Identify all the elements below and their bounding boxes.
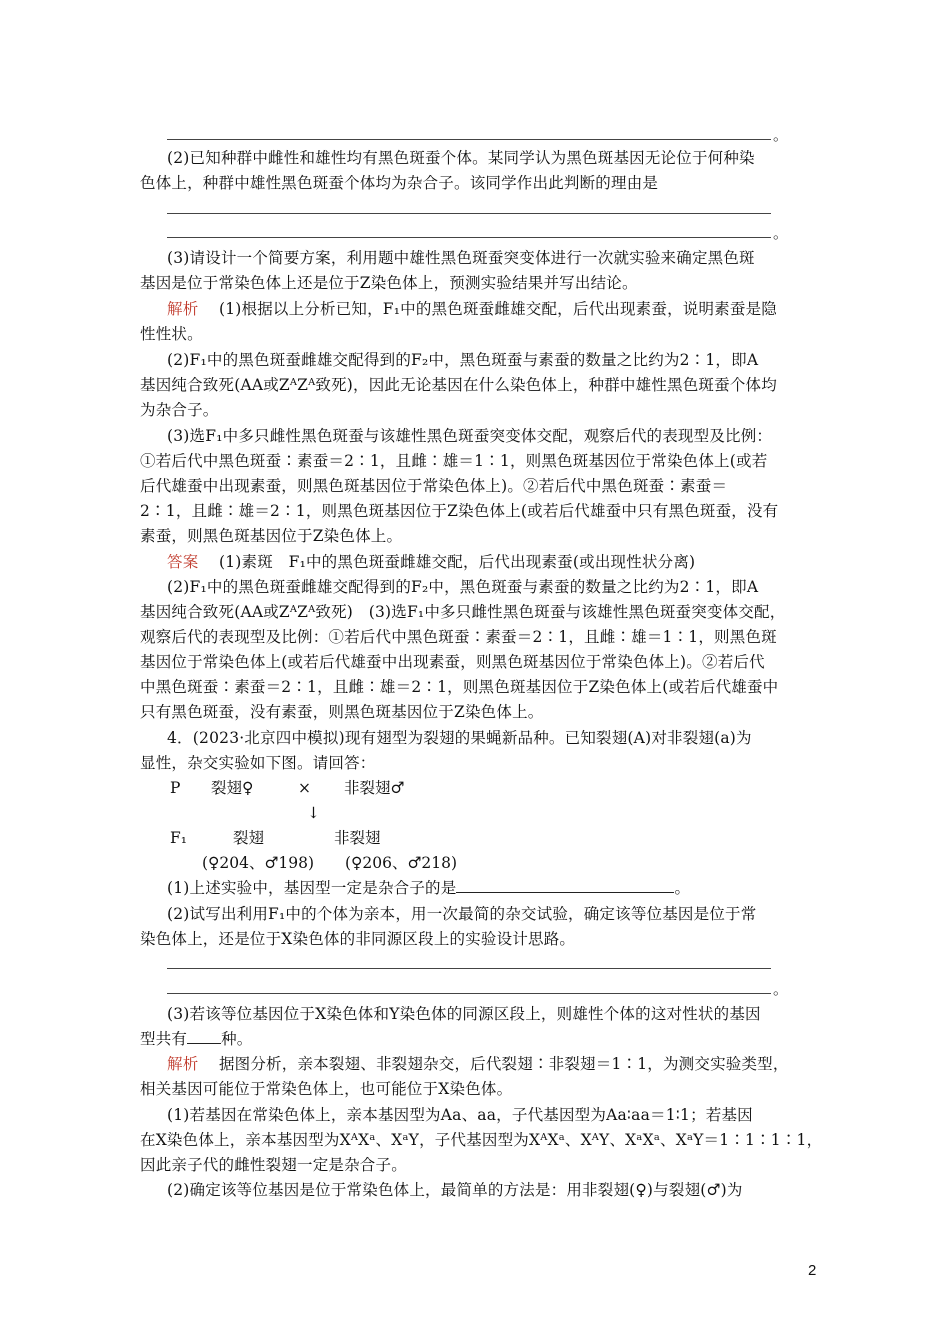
question-text-end: 种。 — [221, 1030, 253, 1048]
arrow-down-icon: ↓ — [307, 804, 320, 822]
text-line: (2)确定该等位基因是位于常染色体上，最简单的方法是：用非裂翅(♀)与裂翅(♂)为 — [167, 1181, 743, 1199]
answer-tag: 答案 — [167, 553, 199, 571]
answer-line — [167, 139, 771, 140]
text-line: 显性，杂交实验如下图。请回答： — [140, 754, 376, 772]
text-line: 观察后代的表现型及比例：①若后代中黑色斑蚕∶素蚕＝2∶1，且雌∶雄＝1∶1，则黑色斑 — [140, 628, 777, 646]
text-line: 素蚕，则黑色斑基因位于Z染色体上。 — [140, 527, 403, 545]
text-line: 基因纯合致死(AA或ZᴬZᴬ致死)，因此无论基因在什么染色体上，种群中雄性黑色斑蚕个体均 — [140, 376, 777, 394]
text-line: (2)试写出利用F₁中的个体为亲本，用一次最简的杂交试验，确定该等位基因是位于常 — [167, 905, 757, 923]
f1-left: 裂翅 — [233, 829, 265, 847]
analysis-tag: 解析 — [167, 300, 199, 318]
f1-right: 非裂翅 — [334, 829, 381, 847]
text-line: ①若后代中黑色斑蚕∶素蚕＝2∶1，且雌∶雄＝1∶1，则黑色斑基因位于常染色体上(或若 — [140, 452, 768, 470]
text-line: (3)请设计一个简要方案，利用题中雄性黑色斑蚕突变体进行一次就实验来确定黑色斑 — [167, 249, 755, 267]
text-line: 基因是位于常染色体上还是位于Z染色体上，预测实验结果并写出结论。 — [140, 274, 638, 292]
text-line: (2)F₁中的黑色斑蚕雌雄交配得到的F₂中，黑色斑蚕与素蚕的数量之比约为2∶1，即A — [167, 351, 759, 369]
text-line: (1)若基因在常染色体上，亲本基因型为Aa、aa，子代基因型为Aa∶aa＝1∶1；若基因 — [167, 1106, 753, 1124]
f1-label: F₁ — [170, 829, 187, 847]
text-line: 只有黑色斑蚕，没有素蚕，则黑色斑基因位于Z染色体上。 — [140, 703, 544, 721]
text-line: 为杂合子。 — [140, 401, 219, 419]
text-line: (3)选F₁中多只雌性黑色斑蚕与该雄性黑色斑蚕突变体交配，观察后代的表现型及比例： — [167, 427, 773, 445]
text-line: 因此亲子代的雌性裂翅一定是杂合子。 — [140, 1156, 407, 1174]
text-line: 性性状。 — [140, 325, 203, 343]
cross-symbol: × — [298, 779, 311, 797]
text-line: 2∶1，且雌∶雄＝2∶1，则黑色斑基因位于Z染色体上(或若后代雄蚕中只有黑色斑蚕，没有 — [140, 502, 779, 520]
question-line: 4．(2023·北京四中模拟)现有翅型为裂翅的果蝇新品种。已知裂翅(A)对非裂翅(a)为 — [167, 729, 752, 747]
text-line: 相关基因可能位于常染色体上，也可能位于X染色体。 — [140, 1080, 513, 1098]
text-line: (2)F₁中的黑色斑蚕雌雄交配得到的F₂中，黑色斑蚕与素蚕的数量之比约为2∶1，即A — [167, 578, 759, 596]
answer-line — [167, 237, 771, 238]
text-line: 基因位于常染色体上(或若后代雄蚕中出现素蚕，则黑色斑基因位于常染色体上)。②若后代 — [140, 653, 765, 671]
question-text-end: 。 — [674, 879, 691, 897]
text-line: 在X染色体上，亲本基因型为XᴬXᵃ、XᵃY，子代基因型为XᴬXᵃ、XᴬY、XᵃXᵃ、XᵃY＝1∶1∶1∶1， — [140, 1131, 823, 1149]
text-line: 中黑色斑蚕∶素蚕＝2∶1，且雌∶雄＝2∶1，则黑色斑基因位于Z染色体上(或若后代雄蚕中 — [140, 678, 779, 696]
answer-text: (1)素斑 F₁中的黑色斑蚕雌雄交配，后代出现素蚕(或出现性状分离) — [218, 553, 696, 571]
question-line — [167, 876, 817, 900]
analysis-text: (1)根据以上分析已知，F₁中的黑色斑蚕雌雄交配，后代出现素蚕，说明素蚕是隐 — [218, 300, 777, 318]
f1-right-count: (♀206、♂218) — [345, 854, 457, 872]
analysis-tag: 解析 — [167, 1055, 199, 1073]
text-line: 色体上，种群中雄性黑色斑蚕个体均为杂合子。该同学作出此判断的理由是 — [140, 174, 659, 192]
period-mark: 。 — [773, 224, 789, 242]
f1-left-count: (♀204、♂198) — [202, 854, 314, 872]
question-line — [140, 1027, 790, 1051]
text-line: (2)已知种群中雌性和雄性均有黑色斑蚕个体。某同学认为黑色斑基因无论位于何种染 — [167, 149, 755, 167]
text-line: 基因纯合致死(AA或ZᴬZᴬ致死) (3)选F₁中多只雌性黑色斑蚕与该雄性黑色斑蚕突变体交配， — [140, 603, 786, 621]
answer-line — [167, 993, 771, 994]
period-mark: 。 — [773, 980, 789, 998]
question-text: (1)上述实验中，基因型一定是杂合子的是 — [167, 879, 457, 897]
fill-blank — [456, 876, 674, 893]
answer-line-text — [167, 550, 817, 574]
parent-male: 非裂翅♂ — [344, 779, 405, 797]
question-text: 型共有 — [140, 1030, 188, 1048]
text-line: (3)若该等位基因位于X染色体和Y染色体的同源区段上，则雄性个体的这对性状的基因 — [167, 1005, 761, 1023]
period-mark: 。 — [773, 126, 789, 144]
parent-female: 裂翅♀ — [211, 779, 254, 797]
answer-line — [167, 213, 771, 214]
analysis-text: 据图分析，亲本裂翅、非裂翅杂交，后代裂翅∶非裂翅＝1∶1，为测交实验类型， — [218, 1055, 789, 1073]
text-line: 后代雄蚕中出现素蚕，则黑色斑基因位于常染色体上)。②若后代中黑色斑蚕∶素蚕＝ — [140, 477, 728, 495]
fill-blank — [187, 1027, 221, 1044]
analysis-line — [167, 1052, 817, 1076]
text-line: 染色体上，还是位于X染色体的非同源区段上的实验设计思路。 — [140, 930, 576, 948]
analysis-line — [167, 297, 817, 321]
page-number: 2 — [808, 1262, 817, 1279]
answer-line — [167, 968, 771, 969]
p-label: P — [170, 779, 181, 797]
